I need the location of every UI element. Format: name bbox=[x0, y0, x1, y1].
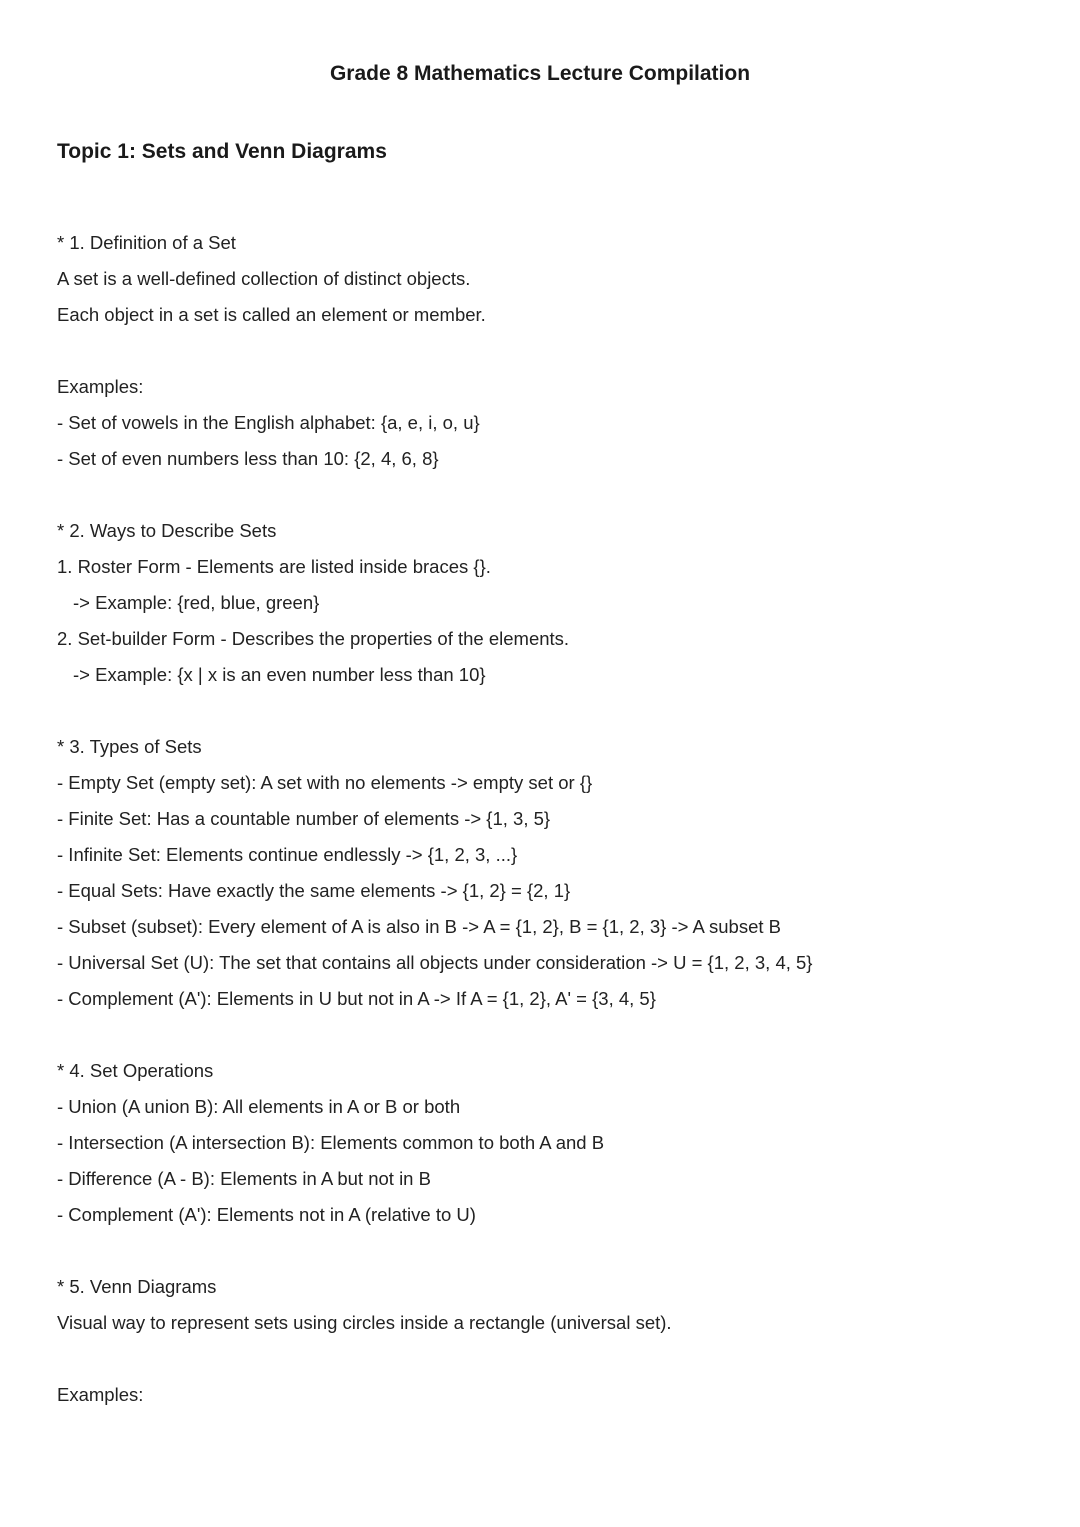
types-item: - Empty Set (empty set): A set with no elements -> empty set or {} bbox=[57, 772, 593, 793]
topic-heading: Topic 1: Sets and Venn Diagrams bbox=[57, 140, 387, 163]
example-item: - Set of even numbers less than 10: {2, 4, 6, 8} bbox=[57, 448, 439, 469]
types-item: - Complement (A'): Elements in U but not in A -> If A = {1, 2}, A' = {3, 4, 5} bbox=[57, 988, 656, 1009]
section-heading-definition: * 1. Definition of a Set bbox=[57, 232, 236, 253]
venn-line: Visual way to represent sets using circles inside a rectangle (universal set). bbox=[57, 1312, 672, 1333]
section-heading-venn: * 5. Venn Diagrams bbox=[57, 1276, 217, 1297]
operations-item: - Difference (A - B): Elements in A but not in B bbox=[57, 1168, 431, 1189]
operations-item: - Union (A union B): All elements in A or B or both bbox=[57, 1096, 461, 1117]
examples-label: Examples: bbox=[57, 376, 144, 397]
section-heading-describe: * 2. Ways to Describe Sets bbox=[57, 520, 277, 541]
examples-label: Examples: bbox=[57, 1384, 144, 1405]
describe-line: 1. Roster Form - Elements are listed inside braces {}. bbox=[57, 556, 491, 577]
types-item: - Finite Set: Has a countable number of elements -> {1, 3, 5} bbox=[57, 808, 551, 829]
types-item: - Infinite Set: Elements continue endlessly -> {1, 2, 3, ...} bbox=[57, 844, 518, 865]
describe-example: -> Example: {red, blue, green} bbox=[73, 592, 320, 613]
types-item: - Universal Set (U): The set that contains all objects under consideration -> U = {1, 2, 3, 4, 5} bbox=[57, 952, 813, 973]
describe-line: 2. Set-builder Form - Describes the properties of the elements. bbox=[57, 628, 570, 649]
document-title: Grade 8 Mathematics Lecture Compilation bbox=[329, 62, 751, 85]
section-heading-types: * 3. Types of Sets bbox=[57, 736, 202, 757]
section-heading-operations: * 4. Set Operations bbox=[57, 1060, 214, 1081]
types-item: - Equal Sets: Have exactly the same elements -> {1, 2} = {2, 1} bbox=[57, 880, 571, 901]
describe-example: -> Example: {x | x is an even number less than 10} bbox=[73, 664, 486, 685]
types-item: - Subset (subset): Every element of A is also in B -> A = {1, 2}, B = {1, 2, 3} -> A subset B bbox=[57, 916, 781, 937]
example-item: - Set of vowels in the English alphabet: {a, e, i, o, u} bbox=[57, 412, 480, 433]
operations-item: - Intersection (A intersection B): Elements common to both A and B bbox=[57, 1132, 605, 1153]
definition-line: A set is a well-defined collection of distinct objects. bbox=[57, 268, 471, 289]
operations-item: - Complement (A'): Elements not in A (relative to U) bbox=[57, 1204, 476, 1225]
definition-line: Each object in a set is called an element or member. bbox=[57, 304, 486, 325]
